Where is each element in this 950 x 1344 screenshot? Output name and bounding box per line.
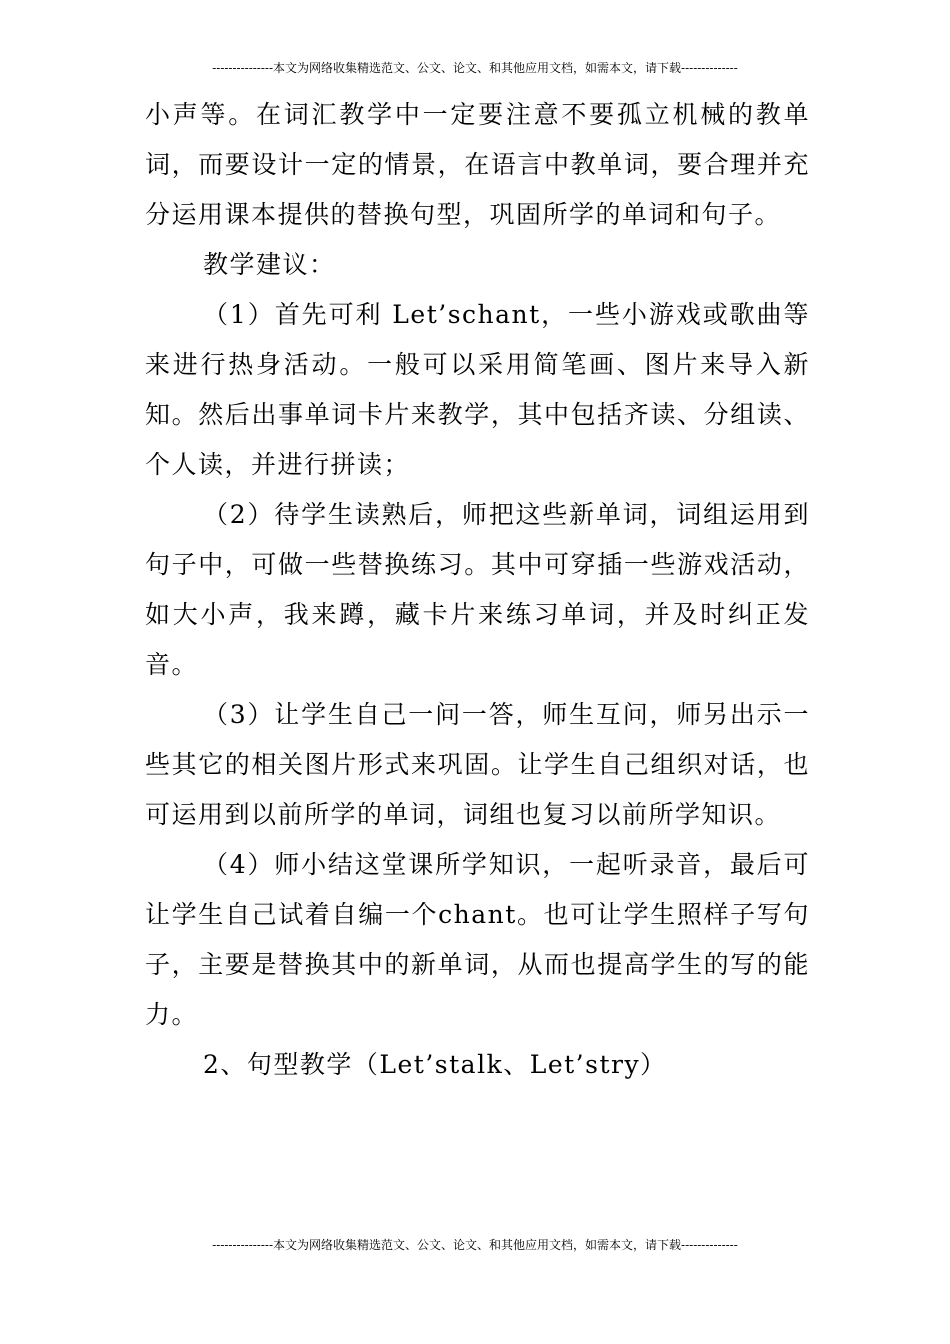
header-banner: ---------------本文为网络收集精选范文、公文、论文、和其他应用文档，如需本文，请下载-------------- [212,61,738,75]
paragraph-step-4: （4）师小结这堂课所学知识，一起听录音，最后可让学生自己试着自编一个chant。也可让学生照样子写句子，主要是替换其中的新单词，从而也提高学生的写的能力。 [145,850,810,1029]
footer-banner: ---------------本文为网络收集精选范文、公文、论文、和其他应用文档，如需本文，请下载-------------- [212,1238,738,1252]
paragraph-step-2: （2）待学生读熟后，师把这些新单词，词组运用到句子中，可做一些替换练习。其中可穿插一些游戏活动，如大小声，我来蹲，藏卡片来练习单词，并及时纠正发音。 [145,500,810,679]
document-body [145,90,810,1090]
paragraph-step-1: （1）首先可利 Let’schant，一些小游戏或歌曲等来进行热身活动。一般可以采用简笔画、图片来导入新知。然后出事单词卡片来教学，其中包括齐读、分组读、个人读，并进行拼读； [145,300,810,479]
section-heading-sentence-teaching: 2、句型教学（Let’stalk、Let’stry） [203,1050,667,1079]
paragraph-suggestions-heading: 教学建议： [203,250,336,279]
paragraph-vocabulary-note: 小声等。在词汇教学中一定要注意不要孤立机械的教单词，而要设计一定的情景，在语言中教单词，要合理并充分运用课本提供的替换句型，巩固所学的单词和句子。 [145,100,810,229]
paragraph-step-3: （3）让学生自己一问一答，师生互问，师另出示一些其它的相关图片形式来巩固。让学生自己组织对话，也可运用到以前所学的单词，词组也复习以前所学知识。 [145,700,810,829]
